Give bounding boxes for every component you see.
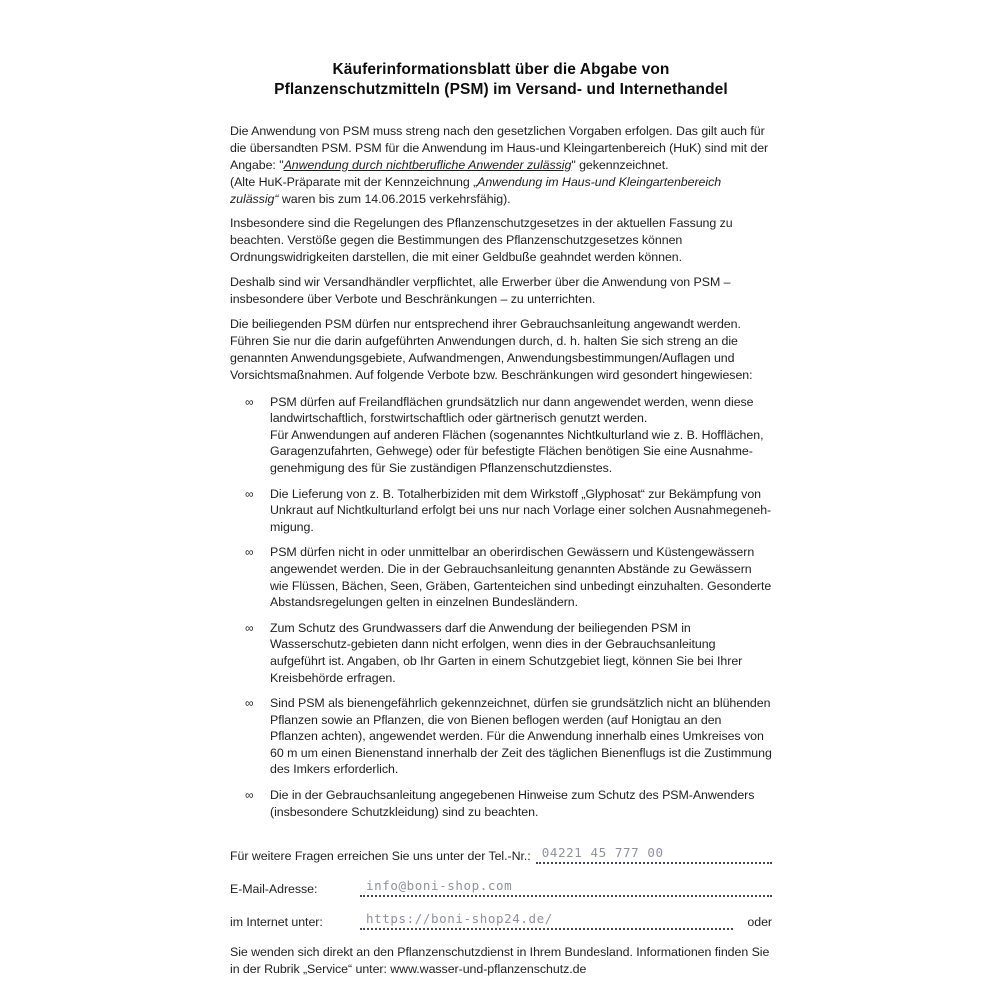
infinity-bullet-icon: ∞ [245, 620, 254, 635]
paragraph-intro-emphasis2: Anwendung im Haus-und Kleingartenbereich zulässig“ [230, 174, 722, 206]
list-item-text: PSM dürfen auf Freilandflächen grundsätzlich nur dann angewendet werden, wenn diese landwirtschaftlich, forstwirtschaftlich oder gärtnerisch genutzt werden. [270, 394, 754, 426]
phone-value[interactable]: 04221 45 777 00 [541, 845, 664, 861]
list-item-glyphosat [230, 486, 772, 536]
list-item-text: PSM dürfen nicht in oder unmittelbar an oberirdischen Gewässern und Küstengewässern angewendet werden. Die in der Gebrauchsanleitung genannten Abstände zu Gewässern wie Flüssen, Bächen, Seen, Gräben, Gartenteichen sind unbedingt einzuhalten. Gesonderte Abstandsregelungen gelten in einzelnen Bundesländern. [270, 545, 772, 610]
email-fill-line [360, 875, 772, 897]
list-item-text: Zum Schutz des Grundwassers darf die Anwendung der beiliegenden PSM in Wasserschutz-gebieten dann nicht erfolgen, wenn dies in der Gebrauchsanleitung aufgeführt ist. Angaben, ob Ihr Garten in einem Schutzgebiet liegt, können Sie bei Ihrer Kreisbehörde erfragen. [270, 620, 743, 685]
paragraph-intro [230, 123, 772, 208]
paragraph-usage: Die beiliegenden PSM dürfen nur entsprechend ihrer Gebrauchsanleitung angewandt werden. Führen Sie nur die darin aufgeführten Anwendungen durch, d. h. halten Sie sich streng an die genannten Anwendungsgebiete, Aufwandmengen, Anwendungsbestimmungen/Auflagen und Vorsichtsmaßnahmen. Auf folgende Verbote bzw. Beschränkungen wird gesondert hingewiesen: [230, 316, 753, 382]
paragraph-intro-emphasis: Anwendung durch nichtberufliche Anwender zulässig [283, 157, 572, 172]
list-item-freiland [230, 394, 772, 477]
list-item-schutzkleidung [230, 787, 772, 820]
list-item-text-continued: Für Anwendungen auf anderen Flächen (sogenanntes Nichtkulturland wie z. B. Hofflächen, Garagenzufahrten, Gehwege) oder für befestigte Flächen benötigen Sie eine Ausnahme-genehmigung des für Sie zuständigen Pflanzenschutzdienstes. [270, 427, 764, 475]
list-item-grundwasser [230, 620, 772, 686]
infinity-bullet-icon: ∞ [245, 696, 254, 711]
website-suffix: oder [747, 915, 772, 930]
paragraph-regulations: Insbesondere sind die Regelungen des Pflanzenschutzgesetzes in der aktuellen Fassung zu beachten. Verstöße gegen die Bestimmungen des Pflanzenschutzgesetzes können Ordnungswidrigkeiten darstellen, die mit einer Geldbuße geahndet werden können. [230, 216, 733, 265]
infinity-bullet-icon: ∞ [245, 486, 254, 501]
email-row [230, 875, 772, 897]
document-content [230, 60, 772, 990]
website-label: im Internet unter: [230, 915, 323, 930]
email-value[interactable]: info@boni-shop.com [366, 878, 513, 894]
restrictions-list [230, 394, 772, 821]
list-item-text: Die Lieferung von z. B. Totalherbiziden mit dem Wirkstoff „Glyphosat“ zur Bekämpfung von Unkraut auf Nichtkulturland erfolgt bei uns nur nach Vorlage einer solchen Ausnahmegeneh-migung. [270, 486, 772, 534]
phone-fill-line [536, 842, 772, 864]
website-row [230, 908, 772, 930]
website-fill-line [360, 908, 733, 930]
phone-row [230, 842, 772, 864]
infinity-bullet-icon: ∞ [245, 788, 254, 803]
page-title [230, 60, 772, 101]
infinity-bullet-icon: ∞ [245, 545, 254, 560]
paragraph-intro-text2: " gekennzeichnet. [571, 157, 669, 172]
infinity-bullet-icon: ∞ [245, 394, 254, 409]
website-value[interactable]: https://boni-shop24.de/ [366, 911, 553, 927]
paragraph-obligation: Deshalb sind wir Versandhändler verpflichtet, alle Erwerber über die Anwendung von PSM – insbesondere über Verbote und Beschränkungen – zu unterrichten. [230, 275, 731, 307]
paragraph-intro-text: Die Anwendung von PSM muss streng nach den gesetzlichen Vorgaben erfolgen. Das gilt auch für die übersandten PSM. PSM für die Anwendung im Haus-und Kleingartenbereich (HuK) sind mit der Angabe: " [230, 123, 769, 172]
paragraph-intro-text4: waren bis zum 14.06.2015 verkehrsfähig). [278, 191, 511, 206]
paragraph-intro-text3: (Alte HuK-Präparate mit der Kennzeichnung „ [230, 174, 478, 189]
footer-note: Sie wenden sich direkt an den Pflanzenschutzdienst in Ihrem Bundesland. Informationen finden Sie in der Rubrik „Service“ unter: www.wasser-und-pflanzenschutz.de [230, 945, 770, 977]
phone-label: Für weitere Fragen erreichen Sie uns unter der Tel.-Nr.: [230, 849, 531, 864]
contact-section [230, 842, 772, 930]
page-title-line2: Pflanzenschutzmitteln (PSM) im Versand- und Internethandel [274, 81, 728, 99]
list-item-gewaesser [230, 544, 772, 610]
email-label: E-Mail-Adresse: [230, 882, 318, 897]
list-item-text: Die in der Gebrauchsanleitung angegebenen Hinweise zum Schutz des PSM-Anwenders (insbesondere Schutzkleidung) sind zu beachten. [270, 788, 755, 819]
page-title-line1: Käuferinformationsblatt über die Abgabe von [332, 61, 670, 78]
list-item-bienen [230, 695, 772, 778]
list-item-text: Sind PSM als bienengefährlich gekennzeichnet, dürfen sie grundsätzlich nicht an blühenden Pflanzen sowie an Pflanzen, die von Bienen beflogen werden (auf Honigtau an den Pflanzen achten), angewendet werden. Für die Anwendung innerhalb eines Umkreises von 60 m um einen Bienenstand innerhalb der Zeit des täglichen Bienenflugs ist die Zustimmung des Imkers erforderlich. [270, 696, 772, 777]
